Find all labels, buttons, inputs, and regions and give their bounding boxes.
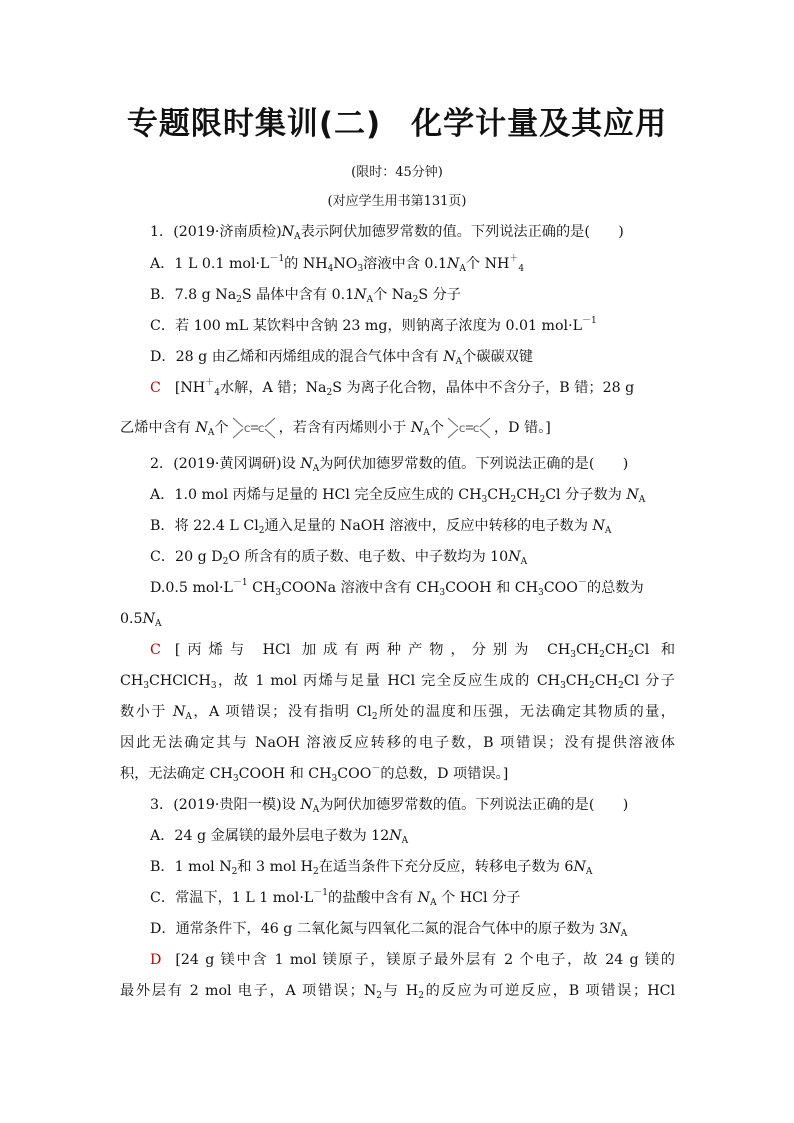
q2-option-a: A．1.0 mol 丙烯与足量的 HCl 完全反应生成的 $CH_3CH_2CH_2Cl$ 分子数为 $N_A$ [150,487,646,505]
q1-option-d: D．28 g 由乙烯和丙烯组成的混合气体中含有 $N_A$个碳碳双键 [150,349,534,367]
q1-answer: C [150,380,161,396]
q1-option-c: C．若 100 mL 某饮料中含钠 23 mg，则钠离子浓度为 0.01 $mol\cdot L^{-1}$ [150,316,597,334]
q2-stem: 2．(2019·黄冈调研)设 $N_A$为阿伏加德罗常数的值。下列说法正确的是( ) [150,456,629,474]
q1-explanation-line2: 乙烯中含有 $N_A$个 C C ，若含有丙烯则小于 $N_A$个 C C ，D 错。] [120,415,551,441]
q3-option-b: B．1 mol $N_2$和 3 mol $H_2$在适当条件下充分反应，转移电子数为 $6N_A$ [150,859,593,877]
q2-explanation-line2: $CH_3CHClCH_3$，故 1 mol 丙烯与足量 HCl 完全反应生成的 $CH_3CH_2CH_2Cl$ 分子 [120,673,675,691]
book-ref: (对应学生用书第131页) [327,194,467,209]
q1-option-a: A．1 L 0.1 $mol\cdot L^{-1}$的 $NH_4NO_3$溶液中含 $0.1N_A$个 $NH^+_4$ [150,254,525,274]
q3-option-d: D．通常条件下，46 g 二氧化氮与四氧化二氮的混合气体中的原子数为 $3N_A$ [150,921,628,939]
title-topic: 化学计量及其应用 [411,106,668,142]
svg-text:C: C [472,425,480,435]
q1-explanation-line1: C [$NH^+_4$水解，A 错；$Na_2S$ 为离子化合物，晶体中不含分子，B 错；28 g [150,378,635,398]
page-title [0,98,794,143]
q3-option-a: A．24 g 金属镁的最外层电子数为 $12N_A$ [150,828,409,846]
svg-text:C: C [243,425,250,435]
q2-option-d: D.0.5 $mol\cdot L^{-1}$ $CH_3COONa$ 溶液中含有 $CH_3COOH$ 和 $CH_3COO^-$的总数为 [150,578,644,598]
svg-text:C: C [458,425,466,435]
q1-stem: 1．(2019·济南质检)$N_A$表示阿伏加德罗常数的值。下列说法正确的是( ) [150,224,624,242]
double-bond-structure [231,415,277,441]
q2-explanation-line4: 因此无法确定其与 NaOH 溶液反应转移的电子数，B 项错误；没有提供溶液体 [120,735,675,751]
q3-explanation-line2: 最外层有 2 mol 电子，A 项错误；$N_2$与 $H_2$的反应为可逆反应，B 项错误；HCl [120,983,675,1001]
q2-option-c: C．20 g $D_2O$ 所含有的质子数、电子数、中子数均为 $10N_A$ [150,549,528,567]
svg-text:C: C [257,425,264,435]
title-main: 专题限时集训(二) [126,106,382,142]
q2-explanation-line5: 积，无法确定 $CH_3COOH$ 和 $CH_3COO^-$的总数，D 项错误。] [120,764,509,784]
q3-option-c: C．常温下，1 L 1 $mol\cdot L^{-1}$的盐酸中含有 $N_A$ 个 HCl 分子 [150,888,521,908]
q2-explanation-line1: C [丙烯与 HCl 加成有两种产物，分别为 $CH_3CH_2CH_2Cl$ 和 [150,642,676,660]
time-limit: (限时：45分钟) [351,165,443,180]
q2-option-d-cont: $0.5N_A$ [120,611,162,629]
q2-answer: C [150,642,161,658]
q2-explanation-line3: 数小于 $N_A$，A 项错误；没有指明 $Cl_2$所处的温度和压强，无法确定其物质的量， [120,704,675,722]
q3-stem: 3．(2019·贵阳一模)设 $N_A$为阿伏加德罗常数的值。下列说法正确的是( ) [150,797,629,815]
q3-explanation-line1: D [24 g 镁中含 1 mol 镁原子，镁原子最外层有 2 个电子，故 24 g 镁的 [150,952,675,968]
q2-option-b: B．将 22.4 L $Cl_2$通入足量的 NaOH 溶液中，反应中转移的电子数为 $N_A$ [150,518,612,536]
double-bond-structure [446,415,492,441]
q3-answer: D [150,952,162,968]
q1-option-b: B．7.8 g $Na_2S$ 晶体中含有 $0.1N_A$个 $Na_2S$ 分子 [150,287,461,305]
